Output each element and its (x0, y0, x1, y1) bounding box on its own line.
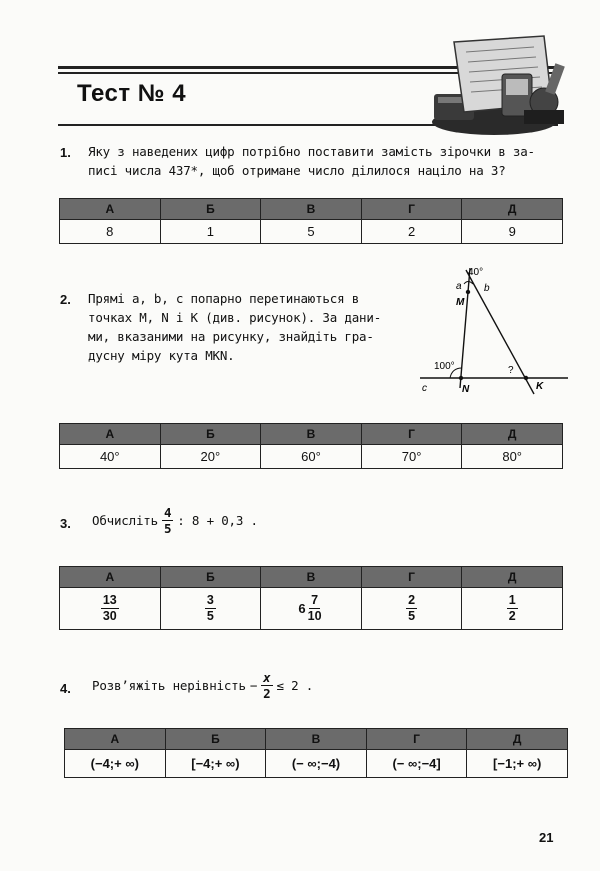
q2-option-b-value: 20° (160, 445, 261, 469)
q4-option-e-value: [−1;+ ∞) (467, 750, 568, 778)
question-3-fraction (162, 505, 173, 536)
q1-option-c-letter: В (261, 199, 362, 220)
figure-point-n: N (462, 384, 470, 395)
question-4-number: 4. (60, 681, 71, 696)
q2-option-b-letter: Б (160, 424, 261, 445)
q3-option-d-value: $\frac{2}{5}$ (361, 588, 462, 630)
question-4-fraction-numerator: x (263, 670, 271, 685)
figure-point-m: M (456, 297, 465, 308)
q1-option-e-letter: Д (462, 199, 563, 220)
q1-option-c-value: 5 (261, 220, 362, 244)
q1-option-e-value: 9 (462, 220, 563, 244)
figure-angle-40: 40° (468, 267, 484, 278)
q1-option-d-value: 2 (361, 220, 462, 244)
q4-option-b-value: [−4;+ ∞) (165, 750, 266, 778)
question-3-number: 3. (60, 516, 71, 531)
q2-option-c-value: 60° (261, 445, 362, 469)
q1-option-b-letter: Б (160, 199, 261, 220)
question-4-prefix: Розв’яжіть нерівність (92, 678, 246, 693)
question-4-fraction-denominator: 2 (263, 686, 271, 701)
figure-unknown-angle: ? (508, 365, 514, 376)
question-1-text (88, 142, 535, 180)
q3-option-e-letter: Д (462, 567, 563, 588)
page-number: 21 (539, 830, 554, 845)
q3-option-c-value: 6 $\frac{7}{10}$ (261, 588, 362, 630)
triangle-figure (412, 262, 572, 400)
q3-option-a-letter: А (60, 567, 161, 588)
q4-option-c-value: (− ∞;−4) (266, 750, 367, 778)
q2-option-d-value: 70° (361, 445, 462, 469)
question-1-line-1: Яку з наведених цифр потрібно поставити замість зірочки в за- (88, 144, 535, 159)
question-3-answer-table (59, 566, 563, 630)
figure-angle-100: 100° (434, 361, 455, 372)
q3-option-a-value: $\frac{13}{30}$ (60, 588, 161, 630)
question-1-line-2: писі числа 437*, щоб отримане число ділилося націло на 3? (88, 163, 506, 178)
q3-option-e-value: $\frac{1}{2}$ (462, 588, 563, 630)
question-4-fraction (261, 670, 272, 701)
question-1-number: 1. (60, 145, 71, 160)
figure-line-b: b (484, 283, 490, 294)
q4-option-e-letter: Д (467, 729, 568, 750)
page-title: Тест № 4 (77, 80, 187, 107)
question-4-suffix: ≤ 2 . (276, 678, 314, 693)
question-2-text (88, 289, 381, 365)
figure-point-k: K (536, 381, 544, 392)
q1-option-a-letter: А (60, 199, 161, 220)
q1-option-d-letter: Г (361, 199, 462, 220)
q4-option-d-letter: Г (366, 729, 467, 750)
q3-option-b-value: $\frac{3}{5}$ (160, 588, 261, 630)
question-4-text (92, 670, 313, 701)
q2-option-e-letter: Д (462, 424, 563, 445)
q1-option-b-value: 1 (160, 220, 261, 244)
q2-option-d-letter: Г (361, 424, 462, 445)
question-3-fraction-numerator: 4 (163, 505, 172, 520)
q1-option-a-value: 8 (60, 220, 161, 244)
q2-option-c-letter: В (261, 424, 362, 445)
q3-option-c-letter: В (261, 567, 362, 588)
q3-option-d-letter: Г (361, 567, 462, 588)
question-2-line-1: Прямі a, b, c попарно перетинаються в (88, 291, 360, 306)
question-2-line-2: точках M, N і K (див. рисунок). За дани- (88, 310, 382, 325)
q4-option-b-letter: Б (165, 729, 266, 750)
question-2-answer-table (59, 423, 563, 469)
q2-option-a-letter: А (60, 424, 161, 445)
question-3-prefix: Обчисліть (92, 513, 158, 528)
question-1-answer-table (59, 198, 563, 244)
q4-option-c-letter: В (266, 729, 367, 750)
question-3-text (92, 505, 258, 536)
q4-option-d-value: (− ∞;−4] (366, 750, 467, 778)
question-3-fraction-denominator: 5 (163, 521, 172, 536)
school-supplies-illustration (424, 34, 570, 136)
question-2-number: 2. (60, 292, 71, 307)
question-2-line-3: ми, вказаними на рисунку, знайдіть гра- (88, 329, 374, 344)
question-4-answer-table (64, 728, 568, 778)
q3-option-b-letter: Б (160, 567, 261, 588)
q4-option-a-value: (−4;+ ∞) (65, 750, 166, 778)
q4-option-a-letter: А (65, 729, 166, 750)
question-3-suffix: : 8 + 0,3 . (177, 513, 258, 528)
question-4-minus: − (249, 678, 258, 693)
question-2-line-4: дусну міру кута MKN. (88, 348, 235, 363)
figure-line-c: c (422, 383, 427, 394)
figure-line-a: a (456, 281, 462, 292)
q2-option-e-value: 80° (462, 445, 563, 469)
q2-option-a-value: 40° (60, 445, 161, 469)
